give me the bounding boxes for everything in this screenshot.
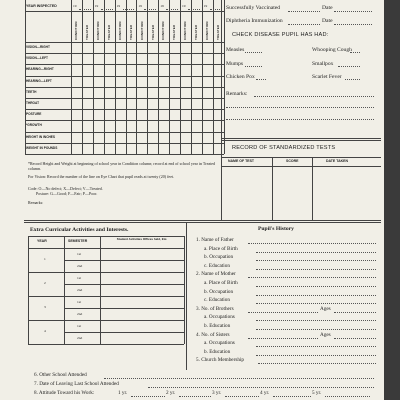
health-row-label: HEIGHT IN INCHES (26, 134, 56, 139)
grid-col-line (202, 0, 203, 154)
grid-row-line (25, 76, 224, 77)
attitude-yr3-line (225, 396, 259, 397)
activities-row-line (64, 332, 184, 333)
history-item: c. Education (204, 262, 230, 269)
right-column-divider (221, 0, 222, 138)
grid-col-line (191, 0, 192, 154)
other-school-line (104, 378, 374, 379)
attitude-yr2-line (179, 396, 211, 397)
history-item: a. Occupations (204, 340, 235, 347)
history-item: b. Occupation (204, 254, 234, 261)
posture-code-line: Posture: G—Good; F—Fair; P—Poor. (36, 191, 98, 196)
diphtheria-date-line (334, 24, 372, 25)
activities-col-line (184, 236, 185, 344)
activities-header-bottom (28, 248, 184, 249)
history-line (256, 303, 376, 304)
tests-col-date: DATE TAKEN (326, 159, 349, 163)
tests-col-divider-2 (312, 157, 313, 220)
year-prefix: 19 (203, 4, 208, 8)
activities-col-year: YEAR (37, 239, 47, 243)
attitude-yr3: 3 yr. (212, 390, 222, 396)
health-row-label: VISION—RIGHT (26, 45, 50, 49)
attitude-yr4: 4 yr. (260, 390, 270, 396)
history-line (256, 329, 376, 330)
history-item: a. Occupations (204, 314, 235, 321)
health-row-label: HEARING—RIGHT (26, 67, 54, 72)
grid-row-line (25, 64, 224, 65)
semester-label: 2nd (77, 311, 83, 316)
vaccinated-date-label: Date (322, 5, 333, 11)
activities-col-line (64, 236, 65, 344)
semester-label: 1st (77, 299, 82, 304)
year-prefix: 19 (182, 4, 186, 8)
diphtheria-line (288, 24, 320, 25)
notes-remarks-label: Remarks: (28, 200, 44, 205)
attitude-yr5-line (325, 396, 370, 397)
ages-label: Ages (320, 305, 331, 312)
attitude-yr1-line (131, 396, 165, 397)
scarlet-fever-line (345, 79, 360, 80)
year-inspected-label: YEAR INSPECTED (26, 4, 57, 8)
grid-col-line (115, 0, 116, 154)
history-item: 5. Church Membership (196, 357, 244, 364)
vaccinated-date-line (334, 11, 372, 12)
grid-col-line (147, 0, 148, 154)
tests-header-top (221, 157, 381, 158)
grid-row-line (25, 143, 224, 144)
grid-col-line (126, 0, 127, 154)
vaccinated-label: Successfully Vaccinated (226, 5, 281, 11)
year-line (166, 9, 178, 10)
activities-heading: Extra Curricular Activities and Interests. (30, 227, 129, 233)
code-line: Code: O—No defect; X—Defect; V—Treated. (28, 186, 103, 191)
column-condition: CONDITION (139, 21, 144, 40)
tests-heading: RECORD OF STANDARDIZED TESTS (232, 145, 336, 151)
column-treated: TREATED (128, 24, 133, 40)
date-leaving-line (148, 387, 374, 388)
smallpox-line (338, 66, 360, 67)
column-treated: TREATED (172, 24, 177, 40)
disease-remarks-line-3 (226, 119, 374, 120)
history-item: c. Education (204, 297, 230, 304)
year-line (79, 9, 91, 10)
chicken-pox-line (256, 79, 266, 80)
year-prefix: 19 (160, 4, 164, 8)
health-row-label: POSTURE (26, 112, 42, 117)
history-item: 2. Name of Mother (196, 271, 236, 278)
activities-row-line (64, 284, 184, 285)
whooping-cough-line (350, 52, 360, 53)
history-item: b. Education (204, 348, 231, 355)
section-divider-2 (24, 222, 381, 223)
semester-label: 2nd (77, 335, 83, 340)
grid-col-line (213, 0, 214, 154)
activities-year: 1 (44, 257, 46, 261)
measles-label: Measles (226, 47, 245, 53)
tests-col-divider-1 (272, 157, 273, 220)
grid-col-line (104, 0, 105, 154)
smallpox-label: Smallpox (312, 61, 334, 67)
column-treated: TREATED (106, 24, 111, 40)
grid-bottom-line (25, 154, 224, 155)
grid-row-line (25, 53, 224, 54)
history-line (248, 338, 318, 339)
semester-label: 1st (77, 323, 82, 328)
grid-row-line (25, 120, 224, 121)
history-line (256, 295, 376, 296)
grid-col-line (180, 0, 181, 154)
grid-col-line (169, 0, 170, 154)
history-line (248, 277, 376, 278)
grid-col-line (158, 0, 159, 154)
activities-year: 2 (44, 281, 46, 285)
ages-line (334, 338, 376, 339)
grid-col-line (93, 0, 94, 154)
semester-label: 2nd (77, 263, 83, 268)
diphtheria-label: Diphtheria Immunization (226, 18, 283, 24)
vision-note: For Vision: Record the number of the line on Eye Chart that pupil reads at twenty (20) feet. (28, 174, 175, 179)
history-item: 4. No. of Sisters (196, 331, 230, 338)
history-divider (186, 222, 187, 370)
disease-remarks-line (254, 96, 374, 97)
year-prefix: 19 (94, 4, 99, 8)
history-item: 1. Name of Father (196, 237, 234, 243)
attitude-yr4-line (273, 396, 311, 397)
history-line (256, 320, 376, 321)
activities-col-line (28, 236, 29, 344)
date-leaving-label: 7. Date of Leaving Last School Attended (34, 381, 119, 387)
history-line (258, 363, 376, 364)
health-row-label: TEETH (26, 89, 37, 94)
disease-remarks-line-2 (226, 107, 374, 108)
semester-label: 1st (77, 275, 82, 280)
tests-top-rule-2 (221, 140, 381, 141)
activities-col-activities: Student Activities Offices held, Etc. (116, 237, 168, 241)
grid-col-line (82, 0, 83, 154)
whooping-cough-label: Whooping Cough (312, 47, 352, 53)
column-treated: TREATED (150, 24, 155, 40)
disease-remarks-label: Remarks: (226, 91, 248, 97)
activities-row-line (28, 344, 184, 345)
year-line (101, 9, 113, 10)
activities-year: 3 (44, 305, 46, 309)
mumps-label: Mumps (226, 61, 244, 67)
height-weight-note: *Record Height and Weight at beginning of school year in Condition column; record at end of school year in Treated column. (28, 161, 216, 171)
column-condition: CONDITION (161, 21, 166, 40)
history-line (256, 286, 376, 287)
year-prefix: 19 (73, 4, 77, 8)
activities-col-line (100, 236, 101, 344)
grid-row-line (25, 132, 224, 133)
history-line (248, 312, 318, 313)
history-line (256, 355, 376, 356)
history-item: a. Place of Birth (204, 280, 238, 286)
semester-label: 1st (77, 251, 82, 256)
year-prefix: 19 (116, 4, 121, 8)
year-line (144, 9, 156, 10)
ages-line (334, 312, 376, 313)
semester-label: 2nd (77, 287, 83, 292)
history-item: a. Place of Birth (204, 245, 238, 252)
disease-heading: CHECK DISEASE PUPIL HAS HAD: (232, 32, 329, 38)
activities-row-line (28, 296, 184, 297)
health-row-label: *GROWTH (26, 123, 42, 128)
mumps-line (245, 66, 262, 67)
tests-col-name: NAME OF TEST (228, 159, 255, 163)
history-heading: Pupil's History (258, 226, 294, 232)
section-divider (24, 220, 381, 221)
column-condition: CONDITION (205, 21, 209, 40)
column-treated: TREATED (215, 24, 220, 40)
activities-row-line (64, 308, 184, 309)
year-prefix: 19 (138, 4, 142, 8)
grid-row-line (25, 98, 224, 99)
history-line (248, 243, 376, 244)
history-item: 3. No. of Brothers (196, 305, 234, 312)
grid-col-line (71, 0, 72, 154)
scarlet-fever-label: Scarlet Fever (312, 74, 342, 80)
history-line (256, 260, 376, 261)
column-condition: CONDITION (96, 21, 100, 40)
history-line (256, 252, 376, 253)
activities-col-semester: SEMESTER (68, 239, 88, 243)
column-condition: CONDITION (183, 21, 188, 40)
vaccinated-line (288, 11, 320, 12)
grid-col-line (136, 0, 137, 154)
attitude-label: 8. Attitude Toward his Work: (34, 390, 95, 396)
activities-row-line (64, 260, 184, 261)
year-line (188, 9, 200, 10)
measles-line (245, 52, 262, 53)
health-row-label: THROAT (26, 101, 40, 105)
other-school-label: 6. Other School Attended (34, 372, 87, 378)
activities-row-line (28, 320, 184, 321)
tests-top-rule (221, 138, 381, 139)
grid-row-line (25, 109, 224, 110)
activities-year: 4 (44, 329, 46, 333)
grid-left-border (25, 0, 26, 154)
grid-row-line (25, 42, 224, 43)
tests-left-border (221, 138, 222, 220)
history-line (256, 269, 376, 270)
tests-col-score: SCORE (286, 159, 299, 163)
chicken-pox-label: Chicken Pox (226, 74, 255, 80)
column-treated: TREATED (194, 24, 199, 40)
tests-header-bottom (221, 166, 381, 167)
history-item: b. Education (204, 323, 231, 329)
ages-label: Ages (320, 331, 331, 338)
column-condition: CONDITION (117, 21, 122, 40)
grid-year-rule (25, 11, 224, 12)
attitude-yr5: 5 yr. (312, 390, 322, 396)
diphtheria-date-label: Date (322, 18, 333, 24)
health-row-label: VISION—LEFT (26, 56, 48, 61)
attitude-yr2: 2 yr. (166, 390, 176, 396)
grid-row-line (25, 87, 224, 88)
health-row-label: HEARING—LEFT (26, 78, 52, 83)
column-treated: TREATED (85, 24, 90, 40)
history-line (256, 346, 376, 347)
column-condition: CONDITION (74, 21, 79, 40)
attitude-yr1: 1 yr. (118, 390, 128, 396)
activities-row-line (28, 272, 184, 273)
health-row-label: WEIGHT IN POUNDS (26, 145, 58, 150)
year-line (210, 9, 222, 10)
history-item: b. Occupation (204, 288, 234, 295)
year-line (123, 9, 135, 10)
grid-col-line (224, 0, 225, 154)
